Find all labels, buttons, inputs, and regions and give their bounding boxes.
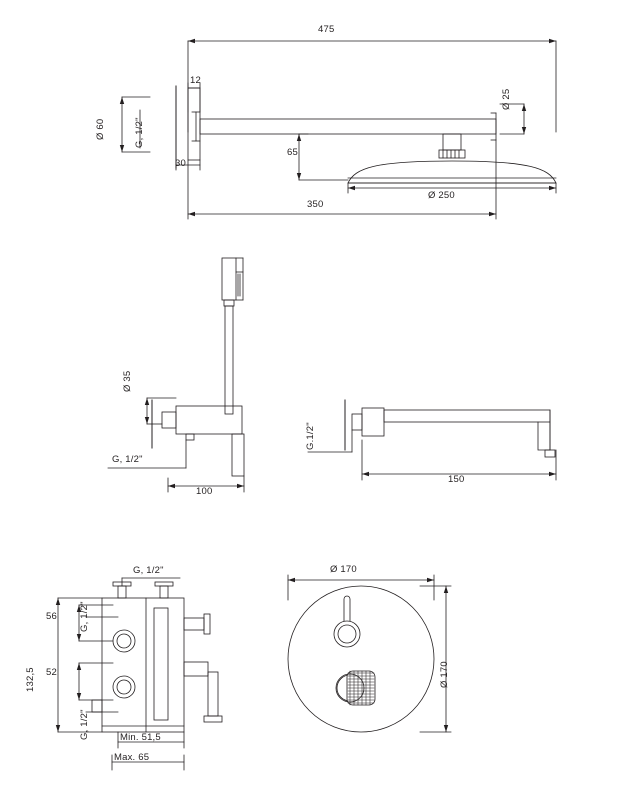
dim-valve-total-height: 132,5	[25, 667, 36, 692]
dim-spout-projection: 150	[448, 474, 465, 485]
view-trim-plate	[288, 575, 451, 732]
dim-overall-width: 475	[318, 24, 335, 35]
view-shower-arm-head	[120, 39, 556, 219]
dim-arm-dia: Ø 25	[501, 88, 512, 110]
dim-drop-height: 65	[287, 147, 298, 158]
dim-handshower-thread: G, 1/2"	[112, 454, 143, 465]
dim-arm-length: 350	[307, 199, 324, 210]
dim-flange-depth: 30	[175, 158, 186, 169]
view-bath-spout	[305, 400, 556, 480]
dim-valve-lower-left-thread: G, 1/2"	[79, 709, 90, 740]
dim-inlet-thread: G, 1/2"	[134, 117, 145, 148]
dim-head-dia: Ø 250	[428, 190, 455, 201]
dim-handshower-projection: 100	[196, 486, 213, 497]
dim-valve-upper-spacing: 56	[46, 611, 57, 622]
dim-flange-thickness: 12	[190, 75, 201, 86]
dim-valve-upper-left-thread: G, 1/2"	[79, 601, 90, 632]
dim-valve-min-depth: Min. 51,5	[120, 732, 161, 743]
dim-valve-max-depth: Max. 65	[114, 752, 150, 763]
dim-valve-top-thread: G, 1/2"	[133, 565, 164, 576]
dim-plate-dia-vertical: Ø 170	[439, 661, 450, 688]
dim-plate-dia-horizontal: Ø 170	[330, 564, 357, 575]
dim-spout-thread: G.1/2"	[305, 422, 316, 450]
dim-valve-lower-spacing: 52	[46, 667, 57, 678]
dim-wall-flange-dia: Ø 60	[95, 118, 106, 140]
dim-holder-dia: Ø 35	[122, 370, 133, 392]
